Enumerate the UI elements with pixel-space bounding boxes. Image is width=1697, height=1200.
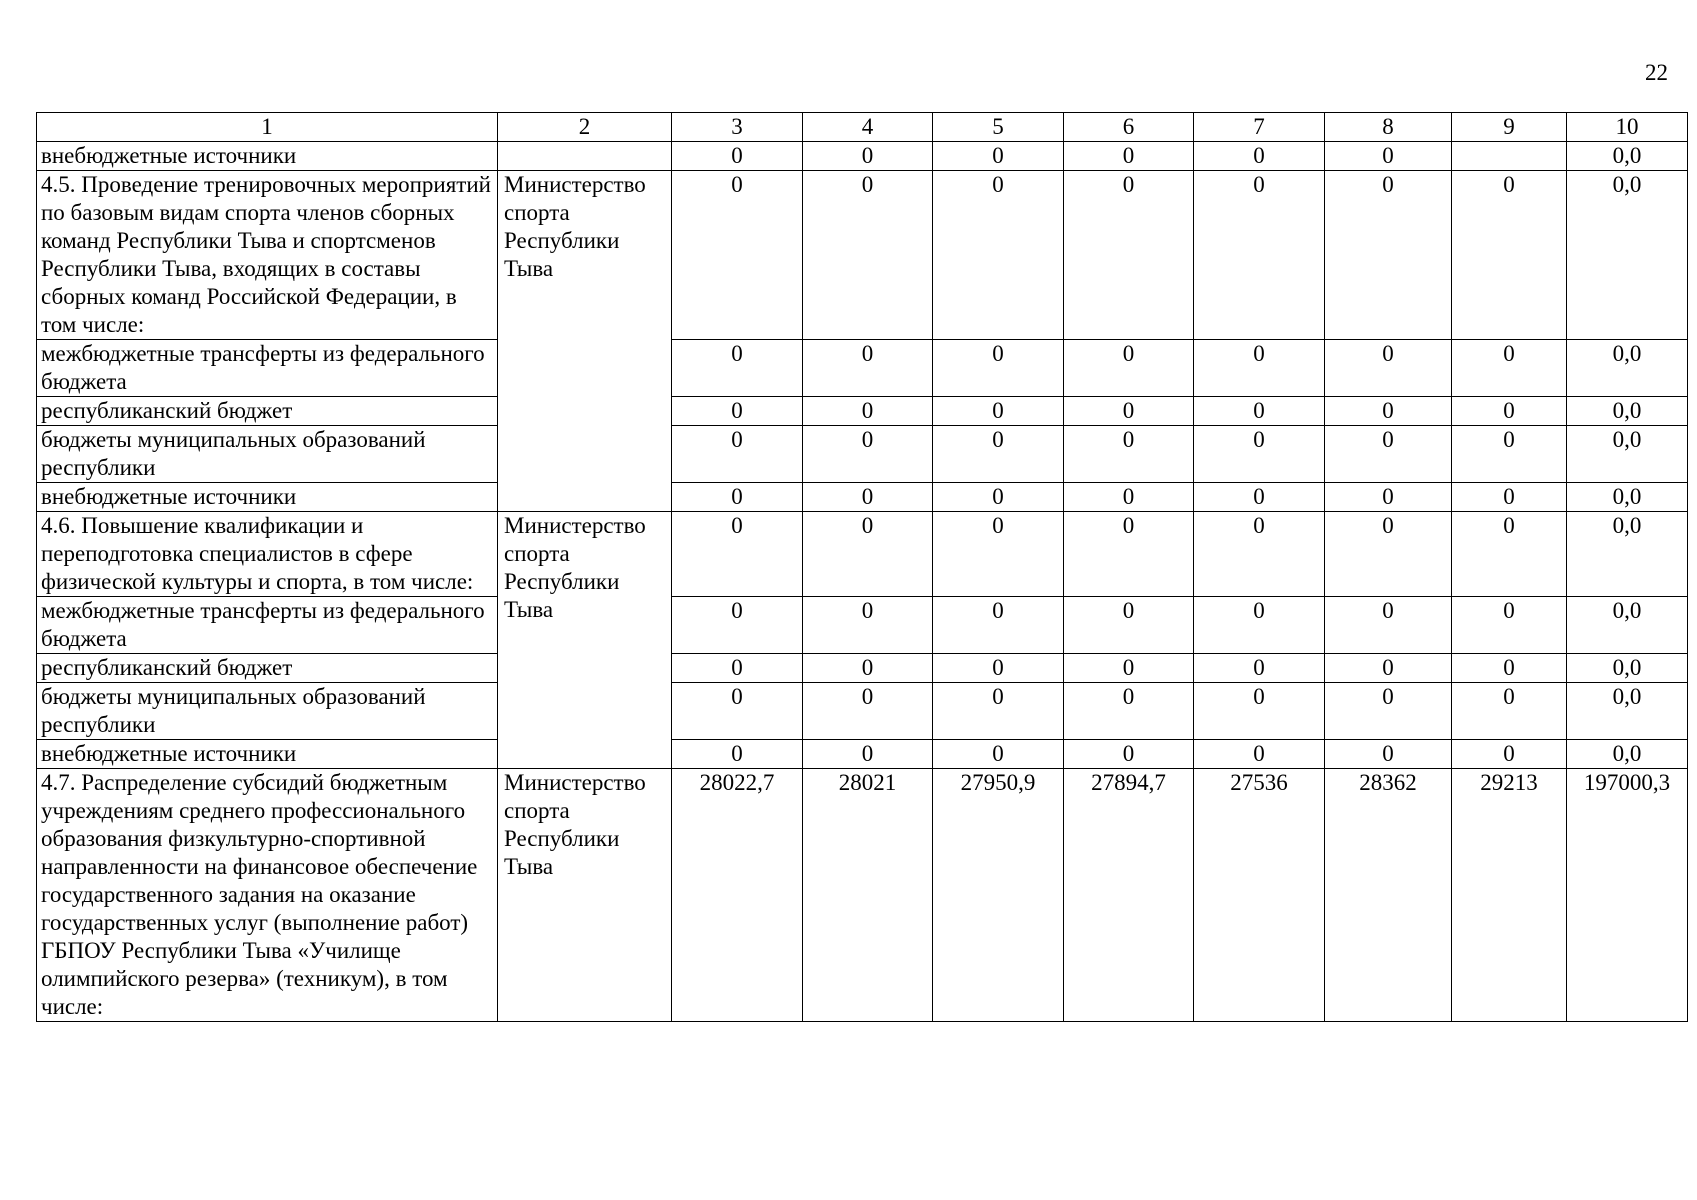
value-cell: 28022,7 bbox=[672, 769, 803, 1022]
value-cell: 0 bbox=[1064, 683, 1194, 740]
value-cell: 0 bbox=[803, 171, 933, 340]
value-cell: 0 bbox=[672, 597, 803, 654]
row-label: республиканский бюджет bbox=[37, 397, 498, 426]
value-cell: 0 bbox=[672, 654, 803, 683]
value-cell: 0 bbox=[803, 683, 933, 740]
value-cell: 0 bbox=[1194, 654, 1325, 683]
row-label: межбюджетные трансферты из федерального бюджета bbox=[37, 597, 498, 654]
value-cell: 29213 bbox=[1452, 769, 1567, 1022]
value-cell: 0 bbox=[1064, 426, 1194, 483]
value-cell: 28021 bbox=[803, 769, 933, 1022]
value-cell: 0,0 bbox=[1567, 142, 1688, 171]
value-cell: 0 bbox=[1194, 340, 1325, 397]
value-cell: 0 bbox=[672, 397, 803, 426]
value-cell: 0 bbox=[1325, 740, 1452, 769]
value-cell: 0 bbox=[933, 426, 1064, 483]
value-cell: 0 bbox=[1064, 654, 1194, 683]
value-cell: 0 bbox=[933, 683, 1064, 740]
value-cell: 0 bbox=[803, 142, 933, 171]
value-cell: 0 bbox=[803, 597, 933, 654]
table-row bbox=[37, 426, 1688, 483]
value-cell: 0 bbox=[1325, 512, 1452, 597]
value-cell: 0,0 bbox=[1567, 683, 1688, 740]
table-row bbox=[37, 654, 1688, 683]
value-cell: 0 bbox=[1452, 483, 1567, 512]
row-label: 4.7. Распределение субсидий бюджетным учреждениям среднего профессионального образования физкультурно-спортивной направленности на финансовое обеспечение государственного задания на оказание государственных услуг (выполнение работ) ГБПОУ Республики Тыва «Училище олимпийского резерва» (техникум), в том числе: bbox=[37, 769, 498, 1022]
value-cell: 0 bbox=[672, 142, 803, 171]
column-header: 1 bbox=[37, 113, 498, 142]
row-label: 4.6. Повышение квалификации и переподготовка специалистов в сфере физической культуры и спорта, в том числе: bbox=[37, 512, 498, 597]
row-label: внебюджетные источники bbox=[37, 142, 498, 171]
value-cell: 0,0 bbox=[1567, 340, 1688, 397]
table-row bbox=[37, 340, 1688, 397]
value-cell: 0 bbox=[1325, 483, 1452, 512]
value-cell: 0 bbox=[1452, 340, 1567, 397]
value-cell: 0 bbox=[1064, 597, 1194, 654]
column-header: 10 bbox=[1567, 113, 1688, 142]
value-cell: 0 bbox=[1194, 483, 1325, 512]
column-header: 4 bbox=[803, 113, 933, 142]
column-header: 8 bbox=[1325, 113, 1452, 142]
value-cell: 0 bbox=[933, 340, 1064, 397]
value-cell: 0 bbox=[933, 397, 1064, 426]
column-header: 7 bbox=[1194, 113, 1325, 142]
value-cell: 197000,3 bbox=[1567, 769, 1688, 1022]
value-cell: 0 bbox=[1194, 512, 1325, 597]
table-row bbox=[37, 740, 1688, 769]
value-cell: 0 bbox=[1064, 142, 1194, 171]
value-cell: 0 bbox=[1325, 142, 1452, 171]
value-cell: 0 bbox=[1452, 654, 1567, 683]
value-cell: 0 bbox=[1452, 512, 1567, 597]
value-cell: 0 bbox=[1452, 740, 1567, 769]
value-cell: 0 bbox=[1064, 740, 1194, 769]
table-row bbox=[37, 483, 1688, 512]
value-cell: 27536 bbox=[1194, 769, 1325, 1022]
column-header: 3 bbox=[672, 113, 803, 142]
table-row-section-4-6 bbox=[37, 512, 1688, 597]
value-cell: 0 bbox=[1194, 740, 1325, 769]
table-row bbox=[37, 683, 1688, 740]
value-cell: 0 bbox=[803, 426, 933, 483]
value-cell: 0 bbox=[1194, 171, 1325, 340]
value-cell: 0 bbox=[672, 512, 803, 597]
value-cell: 0 bbox=[803, 483, 933, 512]
value-cell: 0,0 bbox=[1567, 397, 1688, 426]
value-cell: 0 bbox=[933, 142, 1064, 171]
value-cell: 0 bbox=[1064, 340, 1194, 397]
value-cell: 0 bbox=[1194, 397, 1325, 426]
value-cell: 0 bbox=[933, 597, 1064, 654]
value-cell: 0,0 bbox=[1567, 597, 1688, 654]
column-header: 2 bbox=[498, 113, 672, 142]
value-cell: 0,0 bbox=[1567, 483, 1688, 512]
value-cell: 0 bbox=[1452, 171, 1567, 340]
row-label: внебюджетные источники bbox=[37, 740, 498, 769]
value-cell: 0,0 bbox=[1567, 426, 1688, 483]
page-number: 22 bbox=[1645, 60, 1668, 85]
executor-cell bbox=[498, 142, 672, 171]
value-cell: 0 bbox=[803, 654, 933, 683]
column-header: 5 bbox=[933, 113, 1064, 142]
value-cell: 0 bbox=[933, 171, 1064, 340]
value-cell: 0,0 bbox=[1567, 654, 1688, 683]
value-cell: 0 bbox=[1452, 683, 1567, 740]
value-cell: 27950,9 bbox=[933, 769, 1064, 1022]
value-cell: 0 bbox=[1064, 171, 1194, 340]
value-cell: 0,0 bbox=[1567, 740, 1688, 769]
value-cell: 0 bbox=[1452, 426, 1567, 483]
value-cell: 0 bbox=[672, 171, 803, 340]
value-cell: 0 bbox=[1325, 683, 1452, 740]
table-row bbox=[37, 397, 1688, 426]
value-cell: 0 bbox=[933, 654, 1064, 683]
value-cell: 0 bbox=[1194, 597, 1325, 654]
value-cell: 0 bbox=[672, 340, 803, 397]
row-label: внебюджетные источники bbox=[37, 483, 498, 512]
column-header: 6 bbox=[1064, 113, 1194, 142]
table-row-section-4-5 bbox=[37, 171, 1688, 340]
value-cell: 28362 bbox=[1325, 769, 1452, 1022]
value-cell: 0 bbox=[933, 512, 1064, 597]
table-row bbox=[37, 597, 1688, 654]
row-label: бюджеты муниципальных образований республики bbox=[37, 683, 498, 740]
value-cell: 0 bbox=[1194, 426, 1325, 483]
row-label: бюджеты муниципальных образований республики bbox=[37, 426, 498, 483]
value-cell: 0 bbox=[803, 397, 933, 426]
column-header: 9 bbox=[1452, 113, 1567, 142]
value-cell: 0 bbox=[672, 683, 803, 740]
value-cell: 0 bbox=[1325, 340, 1452, 397]
value-cell: 0 bbox=[672, 740, 803, 769]
value-cell: 0,0 bbox=[1567, 171, 1688, 340]
executor-cell: Министерство спорта Республики Тыва bbox=[498, 769, 672, 1022]
value-cell: 0 bbox=[1064, 397, 1194, 426]
value-cell: 0 bbox=[803, 340, 933, 397]
value-cell: 0 bbox=[1064, 512, 1194, 597]
row-label: республиканский бюджет bbox=[37, 654, 498, 683]
value-cell bbox=[1452, 142, 1567, 171]
executor-cell: Министерство спорта Республики Тыва bbox=[498, 512, 672, 769]
value-cell: 0 bbox=[1325, 426, 1452, 483]
table-row bbox=[37, 142, 1688, 171]
budget-table bbox=[36, 112, 1688, 1022]
value-cell: 0 bbox=[933, 483, 1064, 512]
value-cell: 0 bbox=[1325, 171, 1452, 340]
value-cell: 0 bbox=[1194, 142, 1325, 171]
value-cell: 0 bbox=[1325, 597, 1452, 654]
executor-cell: Министерство спорта Республики Тыва bbox=[498, 171, 672, 512]
column-number-header-row bbox=[37, 113, 1688, 142]
value-cell: 0,0 bbox=[1567, 512, 1688, 597]
row-label: 4.5. Проведение тренировочных мероприятий по базовым видам спорта членов сборных команд Республики Тыва и спортсменов Республики Тыва, входящих в составы сборных команд Российской Федерации, в том числе: bbox=[37, 171, 498, 340]
value-cell: 0 bbox=[1194, 683, 1325, 740]
value-cell: 0 bbox=[1452, 597, 1567, 654]
value-cell: 0 bbox=[1452, 397, 1567, 426]
value-cell: 0 bbox=[1064, 483, 1194, 512]
value-cell: 0 bbox=[672, 483, 803, 512]
value-cell: 0 bbox=[933, 740, 1064, 769]
value-cell: 0 bbox=[672, 426, 803, 483]
value-cell: 0 bbox=[1325, 397, 1452, 426]
value-cell: 0 bbox=[803, 740, 933, 769]
value-cell: 0 bbox=[1325, 654, 1452, 683]
value-cell: 0 bbox=[803, 512, 933, 597]
row-label: межбюджетные трансферты из федерального бюджета bbox=[37, 340, 498, 397]
table-row-section-4-7 bbox=[37, 769, 1688, 1022]
value-cell: 27894,7 bbox=[1064, 769, 1194, 1022]
